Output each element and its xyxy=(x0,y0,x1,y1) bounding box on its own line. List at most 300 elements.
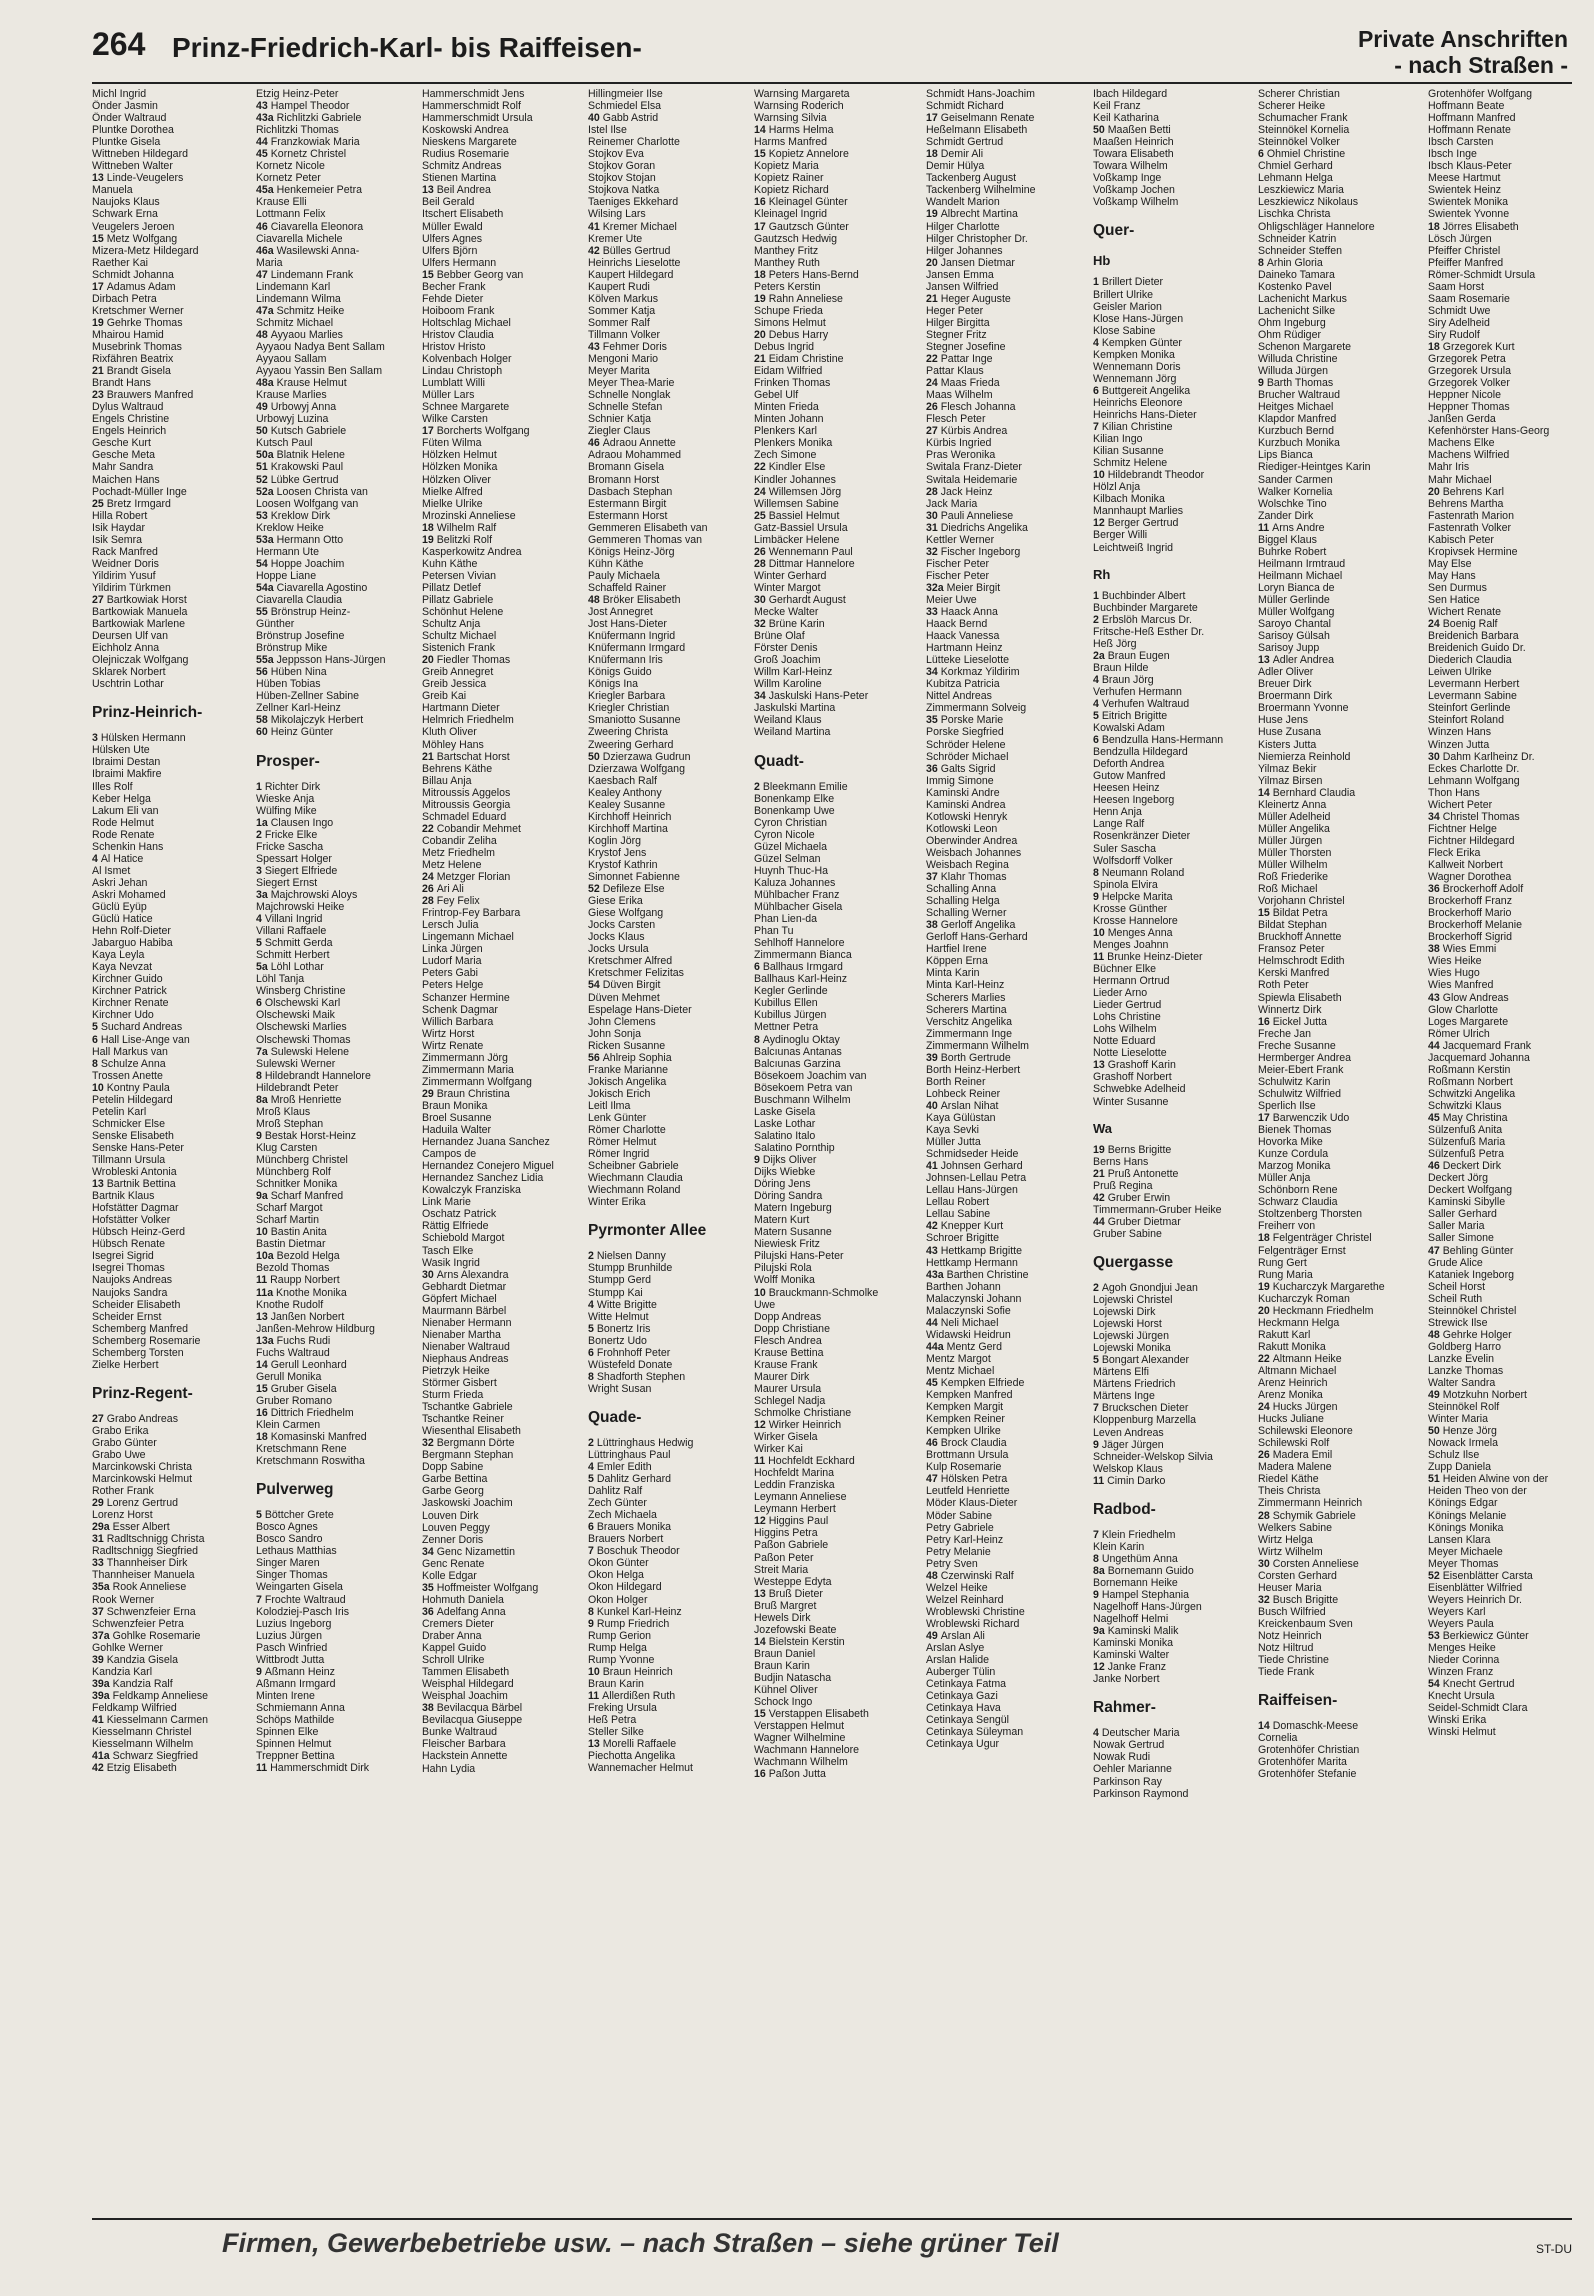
resident-entry: Grotenhöfer Wolfgang xyxy=(1428,88,1533,100)
resident-entry: Bildat Stephan xyxy=(1258,919,1327,932)
resident-entry: 26 Ari Ali xyxy=(422,883,464,896)
resident-entry: 5 Bongart Alexander xyxy=(1093,1354,1190,1367)
resident-entry: Weiland Klaus xyxy=(754,714,822,727)
resident-entry: Brucher Waltraud xyxy=(1258,389,1341,402)
resident-entry: Taeniges Ekkehard xyxy=(588,196,679,209)
resident-entry: Simonnet Fabienne xyxy=(588,871,680,884)
resident-entry: 2 Agoh Gnondjui Jean xyxy=(1093,1281,1198,1294)
resident-entry: Kretschmer Alfred xyxy=(588,955,673,968)
resident-entry: Kurzbuch Bernd xyxy=(1258,425,1334,438)
street-heading: Prinz-Heinrich- xyxy=(92,704,203,722)
resident-entry: Schlegel Nadja xyxy=(754,1394,826,1407)
resident-entry: 4 Braun Jörg xyxy=(1093,673,1154,686)
resident-entry: Klug Carsten xyxy=(256,1141,318,1154)
resident-entry: 48 Bröker Elisabeth xyxy=(588,593,681,606)
resident-entry: Deursen Ulf van xyxy=(92,630,168,643)
resident-entry: Kreickenbaum Sven xyxy=(1258,1617,1353,1630)
resident-entry: 15 Gruber Gisela xyxy=(256,1382,337,1395)
resident-entry: Steinnökel Volker xyxy=(1258,136,1340,149)
resident-entry: Römer Charlotte xyxy=(588,1124,666,1137)
resident-entry: Müller Ewald xyxy=(422,220,483,233)
resident-entry: Billau Anja xyxy=(422,774,472,787)
resident-entry: 38 Bevilacqua Bärbel xyxy=(422,1702,523,1715)
resident-entry: Bezold Thomas xyxy=(256,1262,330,1275)
resident-entry: Heesen Heinz xyxy=(1093,782,1160,795)
resident-entry: 42 Gruber Erwin xyxy=(1093,1191,1171,1204)
resident-entry: Lellau Sabine xyxy=(926,1208,991,1221)
resident-entry: Grashoff Norbert xyxy=(1093,1071,1172,1084)
resident-entry: Bruckhoff Annette xyxy=(1258,931,1342,944)
resident-entry: Stienen Martina xyxy=(422,172,497,185)
resident-entry: 19 Berns Brigitte xyxy=(1093,1143,1172,1156)
resident-entry: 56 Ahlreip Sophia xyxy=(588,1051,672,1064)
resident-entry: Meier Uwe xyxy=(926,593,977,606)
resident-entry: Bevilacqua Giuseppe xyxy=(422,1714,523,1727)
resident-entry: 15 Verstappen Elisabeth xyxy=(754,1708,869,1721)
resident-entry: Kunze Cordula xyxy=(1258,1148,1329,1161)
resident-entry: 4 Verhufen Waltraud xyxy=(1093,697,1190,710)
column-2 xyxy=(256,88,418,2208)
resident-entry: 6 Brauers Monika xyxy=(588,1521,672,1534)
resident-entry: Kornetz Nicole xyxy=(256,160,325,173)
resident-entry: Schmitz Andreas xyxy=(422,160,502,173)
resident-entry: 9 Barth Thomas xyxy=(1258,377,1334,390)
section-label-line2: - nach Straßen - xyxy=(1394,52,1568,78)
resident-entry: 19 Gehrke Thomas xyxy=(92,316,183,329)
resident-entry: 15 Bildat Petra xyxy=(1258,907,1328,920)
resident-entry: 34 Jaskulski Hans-Peter xyxy=(754,690,869,703)
resident-entry: 43a Barthen Christine xyxy=(926,1268,1029,1281)
resident-entry: Schröder Michael xyxy=(926,750,1009,763)
resident-entry: Hammerschmidt Jens xyxy=(422,88,525,100)
resident-entry: Weingarten Gisela xyxy=(256,1581,343,1594)
resident-entry: 14 Gerull Leonhard xyxy=(256,1358,347,1371)
resident-entry: Kiesselmann Wilhelm xyxy=(92,1738,194,1751)
resident-entry: Berns Hans xyxy=(1093,1155,1149,1168)
resident-entry: 10 Bastin Anita xyxy=(256,1226,327,1239)
resident-entry: Suler Sascha xyxy=(1093,842,1157,855)
resident-entry: Förster Denis xyxy=(754,642,818,655)
resident-entry: Dylus Waltraud xyxy=(92,401,164,414)
resident-entry: Harms Manfred xyxy=(754,136,827,149)
resident-entry: Münchberg Christel xyxy=(256,1153,348,1166)
resident-entry: 25 Bretz Irmgard xyxy=(92,497,171,510)
resident-entry: Siegert Ernst xyxy=(256,876,318,889)
resident-entry: Manthey Ruth xyxy=(754,256,820,269)
resident-entry: Müller Jutta xyxy=(926,1136,981,1149)
resident-entry: Sturm Frieda xyxy=(422,1389,484,1402)
resident-entry: Wolff Monika xyxy=(754,1274,815,1287)
resident-entry: Marzog Monika xyxy=(1258,1160,1331,1173)
resident-entry: Dopp Christiane xyxy=(754,1322,830,1335)
resident-entry: Cetinkaya Sengül xyxy=(926,1714,1010,1727)
resident-entry: Pillatz Detlef xyxy=(422,581,481,594)
resident-entry: 28 Jack Heinz xyxy=(926,485,993,498)
resident-entry: 16 Eickel Jutta xyxy=(1258,1015,1327,1028)
resident-entry: 40 Arslan Nihat xyxy=(926,1099,999,1112)
resident-entry: Krystof Kathrin xyxy=(588,859,658,871)
resident-entry: Jaskowski Joachim xyxy=(422,1497,513,1510)
resident-entry: Schmiedel Elsa xyxy=(588,100,662,113)
resident-entry: 21 Heger Auguste xyxy=(926,292,1011,305)
resident-entry: Grzegorek Volker xyxy=(1428,377,1510,390)
resident-entry: Pluntke Gisela xyxy=(92,136,161,149)
resident-entry: 6 Buttgereit Angelika xyxy=(1093,384,1191,397)
resident-entry: Biggel Klaus xyxy=(1258,533,1317,546)
resident-entry: Hammerschmidt Rolf xyxy=(422,100,521,113)
resident-entry: 16 Kleinagel Günter xyxy=(754,196,848,209)
resident-entry: Pfeiffer Christel xyxy=(1428,244,1501,257)
resident-entry: Hoffmann Beate xyxy=(1428,100,1505,113)
resident-entry: Lips Bianca xyxy=(1258,449,1313,462)
street-heading: Quergasse xyxy=(1093,1253,1174,1271)
resident-entry: Gohlke Werner xyxy=(92,1641,164,1654)
resident-entry: Westeppe Edyta xyxy=(754,1575,832,1588)
resident-entry: Siry Adelheid xyxy=(1428,316,1490,329)
resident-entry: Olejniczak Wolfgang xyxy=(92,654,189,667)
resident-entry: Nowak Gertrud xyxy=(1093,1739,1165,1752)
resident-entry: Lohs Christine xyxy=(1093,1011,1161,1024)
resident-entry: 48 Gehrke Holger xyxy=(1428,1328,1512,1341)
resident-entry: Higgins Petra xyxy=(754,1527,818,1540)
resident-entry: Olschewski Thomas xyxy=(256,1033,351,1046)
resident-entry: Tackenberg August xyxy=(926,172,1017,185)
resident-entry: Maaßen Heinrich xyxy=(1093,136,1174,149)
resident-entry: Hehn Rolf-Dieter xyxy=(92,925,171,938)
resident-entry: Kremer Ute xyxy=(588,232,643,245)
resident-entry: Sommer Katja xyxy=(588,304,656,317)
resident-entry: Knüfermann Irmgard xyxy=(588,642,686,655)
resident-entry: Schenk Dagmar xyxy=(422,1003,498,1016)
column-6 xyxy=(926,88,1088,2208)
resident-entry: Menges Heike xyxy=(1428,1642,1496,1655)
resident-entry: 43 Hettkamp Brigitte xyxy=(926,1244,1022,1257)
resident-entry: Lindau Christoph xyxy=(422,365,503,378)
resident-entry: Hochfeldt Marina xyxy=(754,1467,835,1480)
resident-entry: Wirker Gisela xyxy=(754,1431,818,1444)
resident-entry: Kaya Gülüstan xyxy=(926,1111,996,1124)
resident-entry: Ibsch Inge xyxy=(1428,148,1477,161)
resident-entry: Ibraimi Destan xyxy=(92,756,161,769)
resident-entry: Leymann Anneliese xyxy=(754,1491,847,1504)
resident-entry: Scheil Horst xyxy=(1428,1280,1486,1293)
resident-entry: Hilger Birgitta xyxy=(926,316,990,329)
resident-entry: Mrozinski Anneliese xyxy=(422,509,516,522)
resident-entry: Hernandez Sanchez Lidia xyxy=(422,1172,544,1185)
street-heading: Pulverweg xyxy=(256,1481,334,1499)
resident-entry: Towara Wilhelm xyxy=(1093,160,1168,173)
resident-entry: Meese Hartmut xyxy=(1428,172,1501,185)
resident-entry: Roß Michael xyxy=(1258,883,1318,896)
resident-entry: Isegrei Thomas xyxy=(92,1262,165,1275)
resident-entry: Olschewski Marlies xyxy=(256,1021,347,1034)
resident-entry: 17 Geiselmann Renate xyxy=(926,112,1035,125)
resident-entry: Winter Margot xyxy=(754,581,821,594)
resident-entry: 7 Boschuk Theodor xyxy=(588,1545,680,1558)
resident-entry: 21 Bartschat Horst xyxy=(422,750,510,763)
resident-entry: Welkers Sabine xyxy=(1258,1521,1332,1534)
resident-entry: Kowalski Adam xyxy=(1093,722,1165,735)
resident-entry: Wies Hugo xyxy=(1428,967,1480,980)
resident-entry: Saam Horst xyxy=(1428,280,1484,293)
resident-entry: Diederich Claudia xyxy=(1428,654,1512,667)
resident-entry: 3a Majchrowski Aloys xyxy=(256,888,358,901)
resident-entry: Estermann Horst xyxy=(588,509,668,522)
resident-entry: Pochadt-Müller Inge xyxy=(92,485,187,498)
resident-entry: Balcıunas Antanas xyxy=(754,1045,842,1058)
resident-entry: Kaminski Monika xyxy=(1093,1637,1174,1650)
resident-entry: Schröder Helene xyxy=(926,738,1006,751)
resident-entry: 2 Fricke Elke xyxy=(256,828,318,841)
resident-entry: Mhairou Hamid xyxy=(92,328,164,341)
resident-entry: Grabo Erika xyxy=(92,1424,149,1437)
resident-entry: 47 Hölsken Petra xyxy=(926,1473,1008,1486)
resident-entry: 32 Bergmann Dörte xyxy=(422,1437,515,1450)
resident-entry: Hammerschmidt Ursula xyxy=(422,112,533,125)
resident-entry: Schönhut Helene xyxy=(422,606,504,619)
resident-entry: Warnsing Margareta xyxy=(754,88,850,100)
column-9 xyxy=(1428,88,1590,2208)
resident-entry: Mentz Michael xyxy=(926,1364,995,1377)
resident-entry: 18 Wilhelm Ralf xyxy=(422,521,497,534)
resident-entry: Link Marie xyxy=(422,1196,471,1209)
resident-entry: 2 Erbslöh Marcus Dr. xyxy=(1093,613,1192,626)
resident-entry: Hilger Johannes xyxy=(926,244,1003,257)
resident-entry: 18 Demir Ali xyxy=(926,148,984,161)
resident-entry: Wirtz Horst xyxy=(422,1027,475,1040)
resident-entry: Lersch Julia xyxy=(422,919,479,932)
resident-entry: Mielke Ulrike xyxy=(422,497,483,510)
resident-entry: Güclü Hatice xyxy=(92,913,153,926)
resident-entry: Kealey Susanne xyxy=(588,798,666,811)
resident-entry: Draber Anna xyxy=(422,1630,482,1642)
resident-entry: Gerull Monika xyxy=(256,1370,322,1383)
resident-entry: 7a Sulewski Helene xyxy=(256,1045,350,1058)
resident-entry: Yilmaz Bekir xyxy=(1258,762,1317,775)
resident-entry: Dopp Sabine xyxy=(422,1461,484,1474)
resident-entry: Hofstätter Dagmar xyxy=(92,1202,179,1215)
resident-entry: Stojkov Stojan xyxy=(588,172,656,185)
resident-entry: Lellau Robert xyxy=(926,1196,990,1209)
resident-entry: 46a Wasilewski Anna- xyxy=(256,244,360,257)
resident-entry: 43a Richlitzki Gabriele xyxy=(256,112,362,125)
resident-entry: Kucharczyk Roman xyxy=(1258,1292,1350,1305)
resident-entry: Radltschnigg Siegfried xyxy=(92,1545,198,1558)
resident-entry: Winski Erika xyxy=(1428,1714,1487,1727)
resident-entry: Schanzer Hermine xyxy=(422,991,510,1004)
resident-entry: Streit Maria xyxy=(754,1563,809,1576)
resident-entry: Welskop Klaus xyxy=(1093,1462,1163,1475)
resident-entry: 6 Ballhaus Irmgard xyxy=(754,961,843,974)
page-number: 264 xyxy=(92,26,146,62)
resident-entry: 12 Janke Franz xyxy=(1093,1661,1167,1674)
resident-entry: Spinnen Helmut xyxy=(256,1738,332,1751)
page-title: Prinz-Friedrich-Karl- bis Raiffeisen- xyxy=(172,32,642,63)
resident-entry: 10 Hildebrandt Theodor xyxy=(1093,469,1205,482)
resident-entry: Simons Helmut xyxy=(754,316,826,329)
resident-entry: Nittel Andreas xyxy=(926,690,992,703)
resident-entry: Willemsen Sabine xyxy=(754,497,839,510)
street-heading: Quade- xyxy=(588,1408,642,1426)
resident-entry: Pattar Klaus xyxy=(926,365,984,378)
resident-entry: 5a Löhl Lothar xyxy=(256,961,324,974)
resident-entry: Schmidt Uwe xyxy=(1428,304,1491,317)
resident-entry: 8 Neumann Roland xyxy=(1093,866,1185,879)
resident-entry: Deckert Jörg xyxy=(1428,1172,1489,1185)
resident-entry: 11a Knothe Monika xyxy=(256,1286,347,1299)
resident-entry: Rode Renate xyxy=(92,828,155,841)
resident-entry: Könings Edgar xyxy=(1428,1497,1498,1510)
resident-entry: Wandelt Marion xyxy=(926,196,1000,209)
resident-entry: Braun Hilde xyxy=(1093,661,1149,674)
resident-entry: Stegner Fritz xyxy=(926,328,987,341)
resident-entry: Kloppenburg Marzella xyxy=(1093,1414,1197,1427)
resident-entry: 44 Jacquemard Frank xyxy=(1428,1039,1532,1052)
resident-entry: Brockerhoff Sigrid xyxy=(1428,931,1513,944)
resident-entry: Saroyo Chantal xyxy=(1258,618,1332,631)
resident-entry: 8a Bornemann Guido xyxy=(1093,1564,1194,1577)
resident-entry: 9 Dijks Oliver xyxy=(754,1153,817,1166)
resident-entry: Bunke Waltraud xyxy=(422,1726,497,1739)
resident-entry: Fichtner Hildegard xyxy=(1428,834,1515,847)
resident-entry: Al Ismet xyxy=(92,864,131,877)
resident-entry: Schönborn Rene xyxy=(1258,1184,1338,1197)
resident-entry: Voßkamp Wilhelm xyxy=(1093,196,1179,209)
resident-entry: Ziegler Claus xyxy=(588,425,651,438)
resident-entry: 44 Gruber Dietmar xyxy=(1093,1215,1181,1228)
resident-entry: 28 Dittmar Hannelore xyxy=(754,557,855,570)
resident-entry: Fischer Peter xyxy=(926,569,989,582)
resident-entry: Kürbis Ingried xyxy=(926,437,992,450)
resident-entry: 35 Hoffmeister Wolfgang xyxy=(422,1581,539,1594)
resident-entry: Rump Gerion xyxy=(588,1629,651,1642)
resident-entry: Grotenhöfer Marita xyxy=(1258,1756,1347,1769)
resident-entry: Hülsken Ute xyxy=(92,744,150,757)
resident-entry: Ibach Hildegard xyxy=(1093,88,1168,100)
resident-entry: 35a Rook Anneliese xyxy=(92,1581,187,1594)
resident-entry: Warnsing Silvia xyxy=(754,112,827,125)
resident-entry: Hohmuth Daniela xyxy=(422,1593,504,1606)
resident-entry: Wirtz Wilhelm xyxy=(1258,1545,1323,1558)
resident-entry: Wülfing Mike xyxy=(256,804,317,817)
resident-entry: 2a Braun Eugen xyxy=(1093,649,1170,662)
resident-entry: Krosse Hannelore xyxy=(1093,914,1178,927)
resident-entry: 23 Brauwers Manfred xyxy=(92,389,194,402)
resident-entry: Nagelhoff Helmi xyxy=(1093,1613,1169,1626)
resident-entry: Lindemann Karl xyxy=(256,280,331,293)
resident-entry: Stojkova Natka xyxy=(588,184,660,197)
resident-entry: Mizera-Metz Hildegard xyxy=(92,244,199,257)
resident-entry: Schnier Katja xyxy=(588,413,652,426)
resident-entry: Winsberg Christine xyxy=(256,985,346,998)
resident-entry: Urbowyj Luzina xyxy=(256,413,329,426)
resident-entry: 21 Eidam Christine xyxy=(754,353,844,366)
resident-entry: Stumpp Gerd xyxy=(588,1274,652,1287)
resident-entry: Lojewski Horst xyxy=(1093,1318,1162,1331)
resident-entry: Schneider-Welskop Silvia xyxy=(1093,1450,1213,1463)
resident-entry: 41 Kiesselmann Carmen xyxy=(92,1714,209,1726)
resident-entry: May Else xyxy=(1428,557,1472,570)
resident-entry: Hewels Dirk xyxy=(754,1611,811,1624)
resident-entry: 7 Frochte Waltraud xyxy=(256,1593,346,1606)
resident-entry: Kornetz Peter xyxy=(256,172,321,185)
resident-entry: 46 Adraou Annette xyxy=(588,437,676,450)
resident-entry: Welzel Reinhard xyxy=(926,1593,1004,1606)
resident-entry: Berger Willi xyxy=(1093,529,1148,542)
resident-entry: Auberger Tülin xyxy=(926,1666,996,1679)
resident-entry: Buchbinder Margarete xyxy=(1093,601,1198,614)
resident-entry: Stumpp Brunhilde xyxy=(588,1262,673,1275)
resident-entry: Schmicker Else xyxy=(92,1117,165,1130)
resident-entry: Trossen Anette xyxy=(92,1069,163,1082)
resident-entry: Heß Petra xyxy=(588,1714,637,1726)
resident-entry: 6 Ohmiel Christine xyxy=(1258,148,1346,161)
resident-entry: Winter Susanne xyxy=(1093,1095,1169,1108)
resident-entry: Oehler Marianne xyxy=(1093,1763,1172,1776)
resident-entry: Schemberg Torsten xyxy=(92,1346,184,1359)
resident-entry: Tackenberg Wilhelmine xyxy=(926,184,1036,197)
resident-entry: Müller Wilhelm xyxy=(1258,859,1328,871)
resident-entry: Weisphal Joachim xyxy=(422,1690,508,1703)
resident-entry: Voßkamp Inge xyxy=(1093,172,1162,185)
resident-entry: Freiherr von xyxy=(1258,1220,1316,1233)
resident-entry: Greib Jessica xyxy=(422,678,487,691)
resident-entry: Sperlich Ilse xyxy=(1258,1099,1316,1112)
resident-entry: 20 Fiedler Thomas xyxy=(422,654,511,667)
resident-entry: Greib Annegret xyxy=(422,666,494,679)
resident-entry: 8 Schulze Anna xyxy=(92,1057,166,1070)
resident-entry: Zimmermann Jörg xyxy=(422,1051,508,1064)
resident-entry: Bendzulla Hildegard xyxy=(1093,746,1188,759)
resident-entry: 29a Esser Albert xyxy=(92,1521,170,1534)
resident-entry: Levermann Sabine xyxy=(1428,690,1517,703)
resident-entry: Winzen Jutta xyxy=(1428,738,1490,751)
resident-entry: 21 Brandt Gisela xyxy=(92,365,171,378)
resident-entry: 20 Heckmann Friedhelm xyxy=(1258,1304,1374,1317)
resident-entry: Schmidt Richard xyxy=(926,100,1004,113)
resident-entry: Minten Frieda xyxy=(754,401,819,414)
resident-entry: Zellner Karl-Heinz xyxy=(256,702,341,715)
resident-entry: Behrens Käthe xyxy=(422,762,493,775)
resident-entry: Schneider Steffen xyxy=(1258,244,1343,257)
resident-entry: Schaffeld Rainer xyxy=(588,581,667,594)
resident-entry: Zech Michaela xyxy=(588,1509,657,1522)
resident-entry: Hillingmeier Ilse xyxy=(588,88,663,100)
resident-entry: Giese Erika xyxy=(588,895,643,908)
resident-entry: Peters Kerstin xyxy=(754,280,821,293)
resident-entry: 45a Henkemeier Petra xyxy=(256,184,363,197)
resident-entry: Verhufen Hermann xyxy=(1093,685,1182,698)
resident-entry: Debus Ingrid xyxy=(754,340,815,353)
resident-entry: 38 Wies Emmi xyxy=(1428,943,1497,956)
resident-entry: Petry Melanie xyxy=(926,1545,991,1558)
resident-entry: Weyers Heinrich Dr. xyxy=(1428,1593,1522,1606)
resident-entry: Ayyaou Nadya Bent Sallam xyxy=(256,340,385,353)
resident-entry: Klapdor Manfred xyxy=(1258,413,1337,426)
resident-entry: Weisbach Johannes xyxy=(926,846,1022,859)
resident-entry: Schupe Frieda xyxy=(754,304,823,317)
resident-entry: Zweering Christa xyxy=(588,726,669,739)
resident-entry: Minta Karl-Heinz xyxy=(926,979,1005,992)
resident-entry: Schumacher Frank xyxy=(1258,112,1348,125)
resident-entry: Hüben-Zellner Sabine xyxy=(256,690,360,703)
resident-entry: Mahr Sandra xyxy=(92,461,154,474)
resident-entry: Okon Helga xyxy=(588,1569,644,1582)
resident-entry: Arslan Aslye xyxy=(926,1642,985,1655)
resident-entry: Laske Lothar xyxy=(754,1117,816,1130)
resident-entry: Haduila Walter xyxy=(422,1124,492,1137)
resident-entry: Zupp Daniela xyxy=(1428,1461,1492,1474)
